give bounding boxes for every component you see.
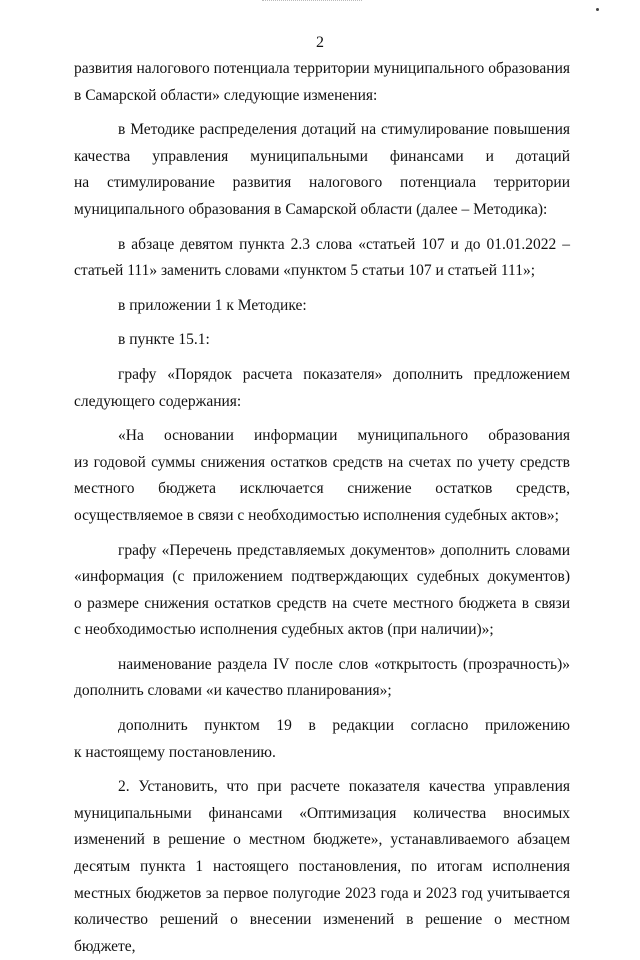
text-line: муниципальными финансами «Оптимизация количества вносимых xyxy=(74,804,570,822)
text-line: к настоящему постановлению. xyxy=(74,743,276,761)
text-line: из годовой суммы снижения остатков средств на счетах по учету средств xyxy=(74,453,570,471)
text-line: муниципального образования в Самарской области (далее – Методика): xyxy=(74,200,548,218)
text-line: о размере снижения остатков средств на счете местного бюджета в связи xyxy=(74,594,570,612)
text-line: в абзаце девятом пункта 2.3 слова «статьей 107 и до 01.01.2022 – xyxy=(118,235,570,253)
text-line: количество решений о внесении изменений в решение о местном бюджете, xyxy=(74,911,570,955)
paragraph-continuation xyxy=(74,56,570,109)
paragraph-clause-2-3 xyxy=(74,232,570,285)
text-line: десятым пункта 1 настоящего постановления, по итогам исполнения xyxy=(74,858,570,876)
text-line: графу «Перечень представляемых документов» дополнить словами xyxy=(118,541,570,559)
text-line: графу «Порядок расчета показателя» дополнить предложением xyxy=(118,365,570,383)
text-line: в пункте 15.1: xyxy=(118,331,210,349)
text-line: на стимулирование развития налогового потенциала территории xyxy=(74,174,570,192)
paragraph-clause-15-1 xyxy=(74,327,570,354)
scan-artifact-line xyxy=(262,0,362,2)
text-line: 2. Установить, что при расчете показателя качества управления xyxy=(118,778,570,796)
document-body xyxy=(74,56,570,955)
text-line: местного бюджета исключается снижение остатков средств, xyxy=(74,480,570,498)
text-line: «На основании информации муниципального образования xyxy=(118,427,570,445)
text-line: качества управления муниципальными финансами и дотаций xyxy=(74,147,570,165)
page-number: 2 xyxy=(316,34,324,51)
paragraph-quoted-insert xyxy=(74,423,570,529)
text-line: в Самарской области» следующие изменения: xyxy=(74,86,378,104)
paragraph-methodology-changes xyxy=(74,117,570,223)
text-line: развития налогового потенциала территории муниципального образования xyxy=(74,60,570,77)
paragraph-calculation-order xyxy=(74,362,570,415)
text-line: дополнить пунктом 19 в редакции согласно приложению xyxy=(118,717,570,735)
paragraph-clause-19 xyxy=(74,713,570,766)
text-line: следующего содержания: xyxy=(74,392,242,410)
text-line: в приложении 1 к Методике: xyxy=(118,296,307,314)
text-line: с необходимостью исполнения судебных актов (при наличии)»; xyxy=(74,621,494,639)
text-line: «информация (с приложением подтверждающих судебных документов) xyxy=(74,568,570,586)
text-line: наименование раздела IV после слов «открытость (прозрачность)» xyxy=(118,655,570,673)
text-line: дополнить словами «и качество планирования»; xyxy=(74,682,392,700)
paragraph-section-iv xyxy=(74,652,570,705)
paragraph-appendix-1 xyxy=(74,293,570,320)
text-line: в Методике распределения дотаций на стимулирование повышения xyxy=(118,121,570,139)
text-line: осуществляемое в связи с необходимостью исполнения судебных актов»; xyxy=(74,506,559,524)
scan-artifact-dot xyxy=(596,8,599,11)
text-line: местных бюджетов за первое полугодие 2023 года и 2023 год учитывается xyxy=(74,884,570,902)
paragraph-item-2 xyxy=(74,774,570,955)
text-line: изменений в решение о местном бюджете», устанавливаемого абзацем xyxy=(74,831,570,849)
paragraph-documents-list xyxy=(74,538,570,644)
text-line: статьей 111» заменить словами «пунктом 5 статьи 107 и статьей 111»; xyxy=(74,262,536,280)
